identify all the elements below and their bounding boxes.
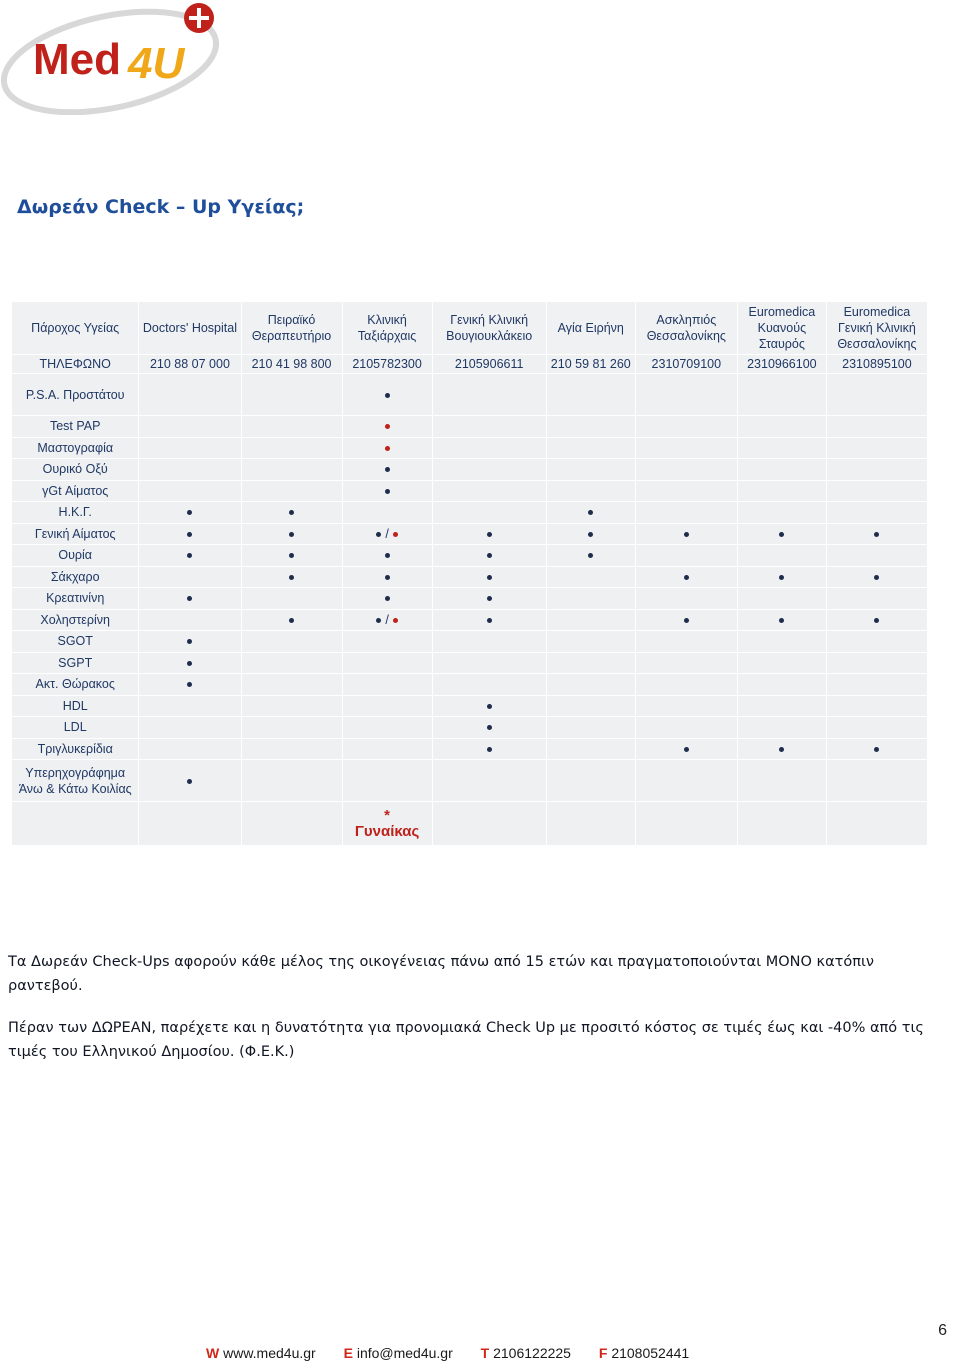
provider-name: Πειραϊκό Θεραπευτήριο bbox=[241, 302, 342, 355]
exam-row bbox=[12, 738, 928, 760]
available-dot bbox=[289, 510, 294, 515]
availability-cell bbox=[139, 695, 241, 717]
availability-cell bbox=[826, 459, 927, 481]
availability-cell bbox=[826, 502, 927, 524]
availability-cell bbox=[342, 760, 432, 802]
footer-email-key: E bbox=[343, 1345, 353, 1361]
available-dot bbox=[376, 532, 381, 537]
availability-cell bbox=[241, 652, 342, 674]
availability-cell bbox=[241, 609, 342, 631]
availability-cell bbox=[635, 480, 737, 502]
women-only-dot bbox=[385, 446, 390, 451]
availability-cell bbox=[139, 631, 241, 653]
availability-cell bbox=[635, 502, 737, 524]
availability-cell bbox=[635, 566, 737, 588]
exam-label: SGOT bbox=[12, 631, 139, 653]
women-only-dot bbox=[393, 532, 398, 537]
availability-cell bbox=[546, 545, 635, 567]
availability-cell bbox=[139, 717, 241, 739]
availability-cell bbox=[139, 652, 241, 674]
available-dot bbox=[487, 553, 492, 558]
availability-cell bbox=[826, 480, 927, 502]
available-dot bbox=[874, 575, 879, 580]
available-dot bbox=[588, 510, 593, 515]
provider-phone: 2105906611 bbox=[432, 355, 546, 374]
provider-phone: 2310966100 bbox=[737, 355, 826, 374]
availability-cell bbox=[635, 738, 737, 760]
exam-label: Υπερηχογράφημα Άνω & Κάτω Κοιλίας bbox=[12, 760, 139, 802]
footer-tel-key: T bbox=[480, 1345, 490, 1361]
available-dot bbox=[684, 532, 689, 537]
availability-cell bbox=[342, 374, 432, 416]
available-dot bbox=[588, 553, 593, 558]
availability-cell bbox=[432, 480, 546, 502]
footer-fax: 2108052441 bbox=[611, 1345, 690, 1361]
exam-label: Μαστογραφία bbox=[12, 437, 139, 459]
footnote-star: * bbox=[384, 806, 390, 824]
available-dot bbox=[187, 553, 192, 558]
availability-cell bbox=[737, 738, 826, 760]
availability-cell bbox=[432, 545, 546, 567]
availability-cell bbox=[546, 480, 635, 502]
exam-label: P.S.A. Προστάτου bbox=[12, 374, 139, 416]
exam-label: Test PAP bbox=[12, 416, 139, 438]
phone-row bbox=[12, 355, 928, 374]
available-dot bbox=[385, 489, 390, 494]
availability-cell bbox=[241, 545, 342, 567]
availability-cell bbox=[737, 631, 826, 653]
availability-cell bbox=[826, 416, 927, 438]
availability-cell bbox=[342, 459, 432, 481]
availability-cell bbox=[432, 374, 546, 416]
available-dot bbox=[289, 532, 294, 537]
footnote-cell bbox=[12, 802, 139, 846]
availability-cell bbox=[546, 695, 635, 717]
available-dot bbox=[187, 596, 192, 601]
availability-cell bbox=[241, 674, 342, 696]
available-dot bbox=[385, 553, 390, 558]
exam-row bbox=[12, 374, 928, 416]
availability-cell bbox=[737, 717, 826, 739]
med4u-logo bbox=[0, 0, 230, 115]
availability-cell bbox=[432, 588, 546, 610]
availability-cell bbox=[432, 502, 546, 524]
footnote-cell bbox=[737, 802, 826, 846]
availability-cell bbox=[635, 416, 737, 438]
availability-cell bbox=[139, 502, 241, 524]
free-checkup-note: Τα Δωρεάν Check-Ups αφορούν κάθε μέλος της οικογένειας πάνω από 15 ετών και πραγματοποιούνται ΜΟΝΟ κατόπιν ραντεβού. bbox=[8, 954, 874, 994]
availability-cell bbox=[737, 480, 826, 502]
availability-cell bbox=[826, 609, 927, 631]
exam-label: Γενική Αίματος bbox=[12, 523, 139, 545]
availability-cell bbox=[826, 588, 927, 610]
availability-cell bbox=[432, 459, 546, 481]
available-dot bbox=[487, 596, 492, 601]
available-dot bbox=[187, 779, 192, 784]
availability-cell bbox=[342, 545, 432, 567]
footnote-cell bbox=[635, 802, 737, 846]
availability-cell bbox=[635, 374, 737, 416]
availability-cell bbox=[826, 545, 927, 567]
availability-cell bbox=[241, 374, 342, 416]
availability-cell bbox=[635, 631, 737, 653]
availability-cell bbox=[241, 631, 342, 653]
exam-row bbox=[12, 609, 928, 631]
availability-cell bbox=[826, 437, 927, 459]
exam-row bbox=[12, 631, 928, 653]
availability-cell bbox=[737, 437, 826, 459]
availability-cell bbox=[139, 738, 241, 760]
footer-web-link[interactable]: www.med4u.gr bbox=[223, 1345, 316, 1361]
availability-cell bbox=[241, 760, 342, 802]
availability-cell bbox=[635, 459, 737, 481]
availability-cell bbox=[432, 566, 546, 588]
availability-cell bbox=[342, 588, 432, 610]
available-dot bbox=[187, 661, 192, 666]
availability-cell bbox=[635, 695, 737, 717]
availability-cell bbox=[139, 374, 241, 416]
available-dot bbox=[289, 618, 294, 623]
available-dot bbox=[487, 575, 492, 580]
provider-name: Αγία Ειρήνη bbox=[546, 302, 635, 355]
available-dot bbox=[779, 575, 784, 580]
availability-cell bbox=[737, 674, 826, 696]
availability-cell bbox=[635, 523, 737, 545]
availability-cell bbox=[546, 502, 635, 524]
availability-cell bbox=[139, 437, 241, 459]
availability-cell bbox=[826, 631, 927, 653]
availability-cell bbox=[635, 717, 737, 739]
available-dot bbox=[487, 704, 492, 709]
exam-label: Η.Κ.Γ. bbox=[12, 502, 139, 524]
availability-cell bbox=[826, 566, 927, 588]
footnote-cell bbox=[546, 802, 635, 846]
availability-cell bbox=[342, 480, 432, 502]
available-dot bbox=[187, 510, 192, 515]
availability-cell bbox=[546, 609, 635, 631]
availability-cell bbox=[241, 588, 342, 610]
availability-cell bbox=[826, 695, 927, 717]
availability-cell bbox=[635, 652, 737, 674]
availability-cell bbox=[826, 374, 927, 416]
availability-cell bbox=[546, 674, 635, 696]
footer-email-link[interactable]: info@med4u.gr bbox=[356, 1345, 453, 1361]
provider-header-label: Πάροχος Υγείας bbox=[12, 302, 139, 355]
slash-separator: / bbox=[385, 613, 389, 628]
exam-label: Ακτ. Θώρακος bbox=[12, 674, 139, 696]
available-dot bbox=[289, 553, 294, 558]
availability-cell bbox=[635, 760, 737, 802]
exam-label: Ουρία bbox=[12, 545, 139, 567]
exam-row bbox=[12, 545, 928, 567]
exam-row bbox=[12, 566, 928, 588]
exam-label: LDL bbox=[12, 717, 139, 739]
availability-cell bbox=[432, 738, 546, 760]
provider-phone: 210 59 81 260 bbox=[546, 355, 635, 374]
availability-cell bbox=[737, 502, 826, 524]
available-dot bbox=[385, 393, 390, 398]
available-dot bbox=[874, 532, 879, 537]
available-dot bbox=[187, 532, 192, 537]
availability-cell bbox=[342, 502, 432, 524]
availability-cell bbox=[432, 523, 546, 545]
available-dot bbox=[487, 725, 492, 730]
availability-cell bbox=[342, 631, 432, 653]
available-dot bbox=[874, 618, 879, 623]
availability-cell bbox=[342, 652, 432, 674]
exam-label: Ουρικό Οξύ bbox=[12, 459, 139, 481]
provider-name: Doctors' Hospital bbox=[139, 302, 241, 355]
exam-label: HDL bbox=[12, 695, 139, 717]
availability-cell bbox=[139, 609, 241, 631]
available-dot bbox=[376, 618, 381, 623]
provider-name: Κλινική Ταξιάρχαις bbox=[342, 302, 432, 355]
exam-row bbox=[12, 674, 928, 696]
available-dot bbox=[588, 532, 593, 537]
exam-row bbox=[12, 695, 928, 717]
exam-row bbox=[12, 437, 928, 459]
availability-cell bbox=[737, 760, 826, 802]
available-dot bbox=[684, 575, 689, 580]
provider-name: Euromedica Κυανούς Σταυρός bbox=[737, 302, 826, 355]
page-title: Δωρεάν Check – Up Υγείας; bbox=[17, 196, 305, 218]
availability-cell bbox=[432, 717, 546, 739]
availability-cell bbox=[342, 416, 432, 438]
availability-cell bbox=[139, 523, 241, 545]
availability-cell bbox=[635, 437, 737, 459]
availability-cell bbox=[342, 437, 432, 459]
availability-cell bbox=[737, 523, 826, 545]
availability-cell bbox=[826, 652, 927, 674]
available-dot bbox=[385, 596, 390, 601]
availability-cell bbox=[241, 695, 342, 717]
logo-text-4u: 4U bbox=[128, 39, 185, 88]
footnote-cell bbox=[241, 802, 342, 846]
availability-cell bbox=[826, 523, 927, 545]
availability-cell bbox=[241, 523, 342, 545]
availability-cell bbox=[342, 717, 432, 739]
availability-cell bbox=[139, 588, 241, 610]
available-dot bbox=[779, 747, 784, 752]
availability-cell bbox=[546, 652, 635, 674]
availability-cell bbox=[432, 695, 546, 717]
availability-cell bbox=[546, 588, 635, 610]
availability-cell bbox=[241, 437, 342, 459]
availability-cell bbox=[342, 609, 432, 631]
footer-tel: 2106122225 bbox=[493, 1345, 571, 1361]
provider-phone: 2310895100 bbox=[826, 355, 927, 374]
available-dot bbox=[487, 747, 492, 752]
exam-label: Χοληστερίνη bbox=[12, 609, 139, 631]
availability-cell bbox=[737, 374, 826, 416]
availability-cell bbox=[826, 717, 927, 739]
footer-contacts bbox=[206, 1345, 713, 1361]
exam-label: Τριγλυκερίδια bbox=[12, 738, 139, 760]
slash-separator: / bbox=[385, 527, 389, 542]
availability-cell bbox=[546, 459, 635, 481]
availability-cell bbox=[139, 480, 241, 502]
availability-cell bbox=[432, 674, 546, 696]
availability-cell bbox=[432, 652, 546, 674]
availability-cell bbox=[241, 717, 342, 739]
availability-cell bbox=[139, 674, 241, 696]
available-dot bbox=[487, 618, 492, 623]
availability-cell bbox=[139, 459, 241, 481]
provider-name: Euromedica Γενική Κλινική Θεσσαλονίκης bbox=[826, 302, 927, 355]
availability-cell bbox=[432, 609, 546, 631]
available-dot bbox=[487, 532, 492, 537]
footnote-row bbox=[12, 802, 928, 846]
provider-phone: 210 41 98 800 bbox=[241, 355, 342, 374]
availability-cell bbox=[635, 609, 737, 631]
availability-cell bbox=[635, 588, 737, 610]
availability-cell bbox=[546, 374, 635, 416]
availability-cell bbox=[737, 545, 826, 567]
availability-cell bbox=[826, 738, 927, 760]
availability-cell bbox=[342, 674, 432, 696]
availability-cell bbox=[826, 760, 927, 802]
exam-row bbox=[12, 652, 928, 674]
availability-cell bbox=[342, 566, 432, 588]
exam-row bbox=[12, 717, 928, 739]
availability-cell bbox=[139, 566, 241, 588]
availability-cell bbox=[737, 695, 826, 717]
availability-cell bbox=[139, 760, 241, 802]
exam-label: Σάκχαρο bbox=[12, 566, 139, 588]
available-dot bbox=[684, 747, 689, 752]
availability-cell bbox=[432, 437, 546, 459]
availability-cell bbox=[432, 760, 546, 802]
available-dot bbox=[187, 639, 192, 644]
availability-cell bbox=[546, 566, 635, 588]
availability-cell bbox=[546, 717, 635, 739]
discount-note: Πέραν των ΔΩΡΕΑΝ, παρέχετε και η δυνατότητα για προνομιακά Check Up με προσιτό κόστος σε τιμές έως και -40% από τις τιμές του Ελληνικού Δημοσίου. (Φ.Ε.Κ.) bbox=[8, 1020, 924, 1060]
exam-label: γGt Αίματος bbox=[12, 480, 139, 502]
exam-row bbox=[12, 502, 928, 524]
exam-label: Κρεατινίνη bbox=[12, 588, 139, 610]
exam-row bbox=[12, 523, 928, 545]
header-row bbox=[12, 302, 928, 355]
women-footnote: Γυναίκας bbox=[354, 822, 420, 840]
available-dot bbox=[779, 532, 784, 537]
available-dot bbox=[874, 747, 879, 752]
availability-cell bbox=[546, 437, 635, 459]
exam-row bbox=[12, 459, 928, 481]
availability-cell bbox=[737, 416, 826, 438]
availability-cell bbox=[139, 545, 241, 567]
women-only-dot bbox=[393, 618, 398, 623]
availability-cell bbox=[241, 738, 342, 760]
availability-cell bbox=[139, 416, 241, 438]
logo-text-med: Med bbox=[33, 35, 121, 84]
available-dot bbox=[385, 575, 390, 580]
availability-cell bbox=[546, 631, 635, 653]
available-dot bbox=[289, 575, 294, 580]
phone-label: ΤΗΛΕΦΩΝΟ bbox=[12, 355, 139, 374]
checkup-table bbox=[11, 301, 928, 846]
available-dot bbox=[684, 618, 689, 623]
availability-cell bbox=[737, 588, 826, 610]
availability-cell bbox=[546, 760, 635, 802]
women-only-dot bbox=[385, 424, 390, 429]
availability-cell bbox=[826, 674, 927, 696]
availability-cell bbox=[342, 695, 432, 717]
availability-cell bbox=[546, 416, 635, 438]
provider-name: Γενική Κλινική Βουγιουκλάκειο bbox=[432, 302, 546, 355]
availability-cell bbox=[737, 459, 826, 481]
availability-cell bbox=[635, 674, 737, 696]
exam-label: SGPT bbox=[12, 652, 139, 674]
availability-cell bbox=[737, 652, 826, 674]
available-dot bbox=[385, 467, 390, 472]
provider-phone: 2310709100 bbox=[635, 355, 737, 374]
available-dot bbox=[779, 618, 784, 623]
exam-row bbox=[12, 480, 928, 502]
availability-cell bbox=[737, 609, 826, 631]
exam-row bbox=[12, 760, 928, 802]
availability-cell bbox=[432, 416, 546, 438]
footer-web-key: W bbox=[206, 1345, 220, 1361]
availability-cell bbox=[342, 523, 432, 545]
provider-phone: 2105782300 bbox=[342, 355, 432, 374]
availability-cell bbox=[546, 523, 635, 545]
footnote-cell bbox=[432, 802, 546, 846]
availability-cell bbox=[241, 416, 342, 438]
footer-fax-key: F bbox=[598, 1345, 608, 1361]
available-dot bbox=[187, 682, 192, 687]
footnote-cell bbox=[139, 802, 241, 846]
availability-cell bbox=[241, 480, 342, 502]
availability-cell bbox=[241, 459, 342, 481]
provider-phone: 210 88 07 000 bbox=[139, 355, 241, 374]
availability-cell bbox=[241, 566, 342, 588]
footnote-cell bbox=[342, 802, 432, 846]
provider-name: Ασκληπιός Θεσσαλονίκης bbox=[635, 302, 737, 355]
availability-cell bbox=[635, 545, 737, 567]
exam-row bbox=[12, 588, 928, 610]
page-number: 6 bbox=[938, 1322, 947, 1339]
availability-cell bbox=[432, 631, 546, 653]
availability-cell bbox=[737, 566, 826, 588]
availability-cell bbox=[546, 738, 635, 760]
exam-row bbox=[12, 416, 928, 438]
availability-cell bbox=[342, 738, 432, 760]
availability-cell bbox=[241, 502, 342, 524]
footnote-cell bbox=[826, 802, 927, 846]
